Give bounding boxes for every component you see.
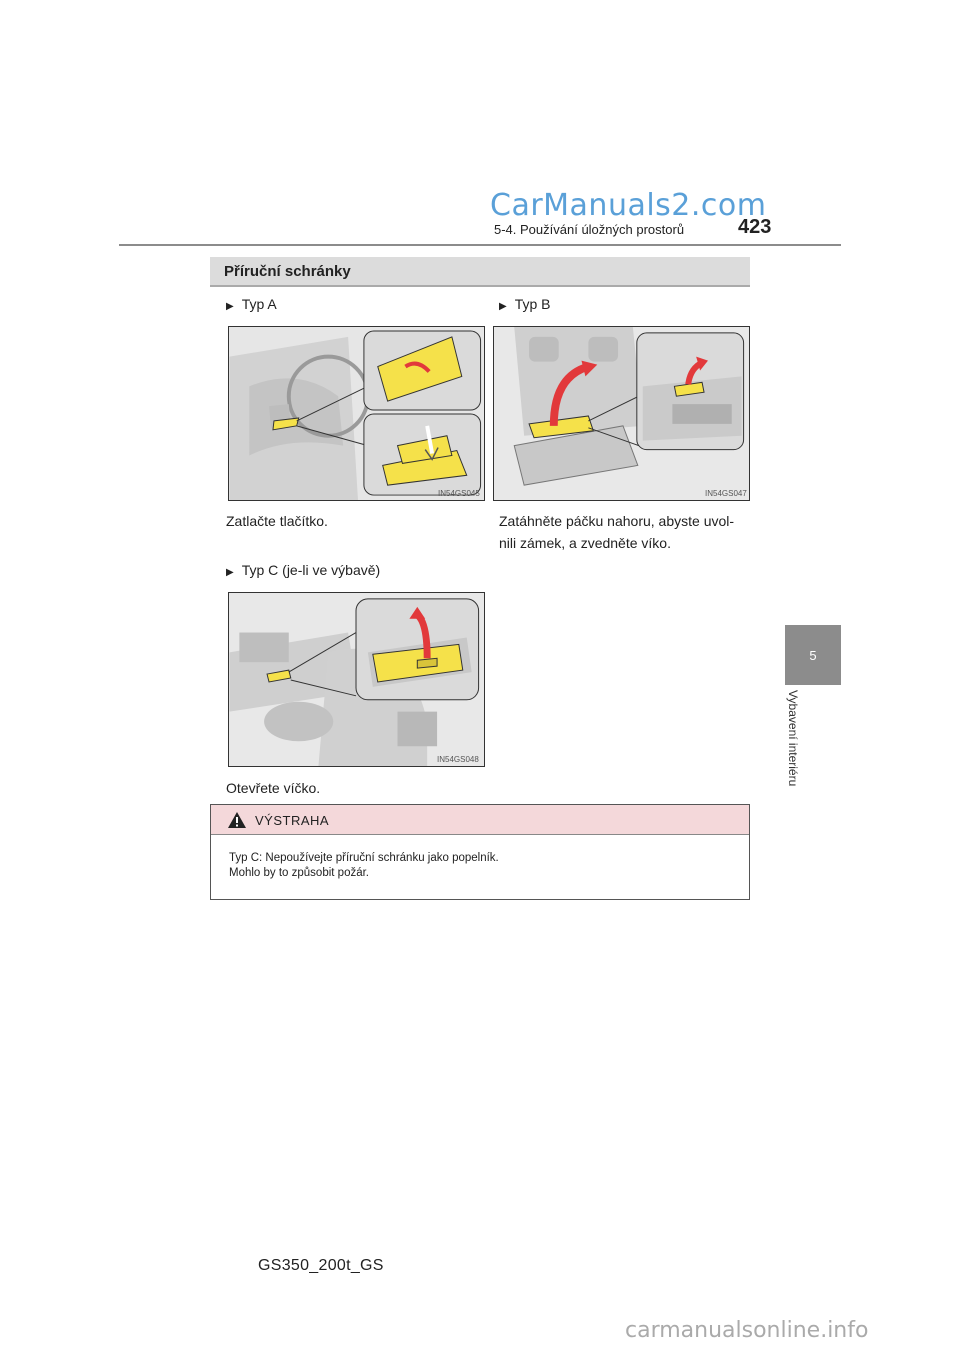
chapter-number: 5: [809, 647, 817, 663]
caption-type-a: Zatlačte tlačítko.: [226, 513, 328, 529]
header-rule: [119, 244, 841, 246]
warning-header: [211, 805, 749, 835]
figure-type-b-illustration: [494, 327, 749, 500]
caption-type-b-line2: nili zámek, a zvedněte víko.: [499, 535, 671, 551]
type-a-label: ▶ Typ A: [226, 296, 277, 312]
caption-type-b: [499, 510, 734, 554]
chapter-title: Vybavení interiéru: [786, 690, 800, 787]
section-heading: Příruční schránky: [210, 257, 750, 287]
caption-type-b-line1: Zatáhněte páčku nahoru, abyste uvol-: [499, 513, 735, 529]
type-b-label: ▶ Typ B: [499, 296, 551, 312]
figure-code-b: IN54GS047: [705, 489, 747, 498]
warning-triangle-icon: [227, 811, 247, 829]
bullet-triangle-icon: ▶: [499, 301, 507, 312]
warning-box: [210, 804, 750, 900]
figure-code-a: IN54GS045: [438, 489, 480, 498]
type-c-label: ▶ Typ C (je-li ve výbavě): [226, 562, 381, 578]
warning-line2: Mohlo by to způsobit požár.: [229, 867, 369, 879]
figure-type-b: [493, 326, 750, 501]
warning-body: [229, 851, 499, 881]
bullet-triangle-icon: ▶: [226, 567, 234, 578]
watermark-top: CarManuals2.com: [490, 188, 767, 223]
caption-type-c: Otevřete víčko.: [226, 780, 321, 796]
figure-type-a: [228, 326, 485, 501]
figure-type-a-illustration: [229, 327, 484, 500]
watermark-bottom: carmanualsonline.info: [625, 1318, 869, 1343]
section-title: 5-4. Používání úložných prostorů: [494, 222, 685, 237]
chapter-tab: [785, 625, 841, 685]
page-number: 423: [738, 216, 772, 238]
bullet-triangle-icon: ▶: [226, 301, 234, 312]
figure-code-c: IN54GS048: [437, 755, 479, 764]
model-code: GS350_200t_GS: [258, 1257, 384, 1274]
figure-type-c: [228, 592, 485, 767]
chapter-title-vertical: [786, 690, 804, 830]
warning-title: VÝSTRAHA: [255, 813, 330, 828]
figure-type-c-illustration: [229, 593, 484, 766]
warning-line1: Typ C: Nepoužívejte příruční schránku jako popelník.: [229, 852, 499, 864]
